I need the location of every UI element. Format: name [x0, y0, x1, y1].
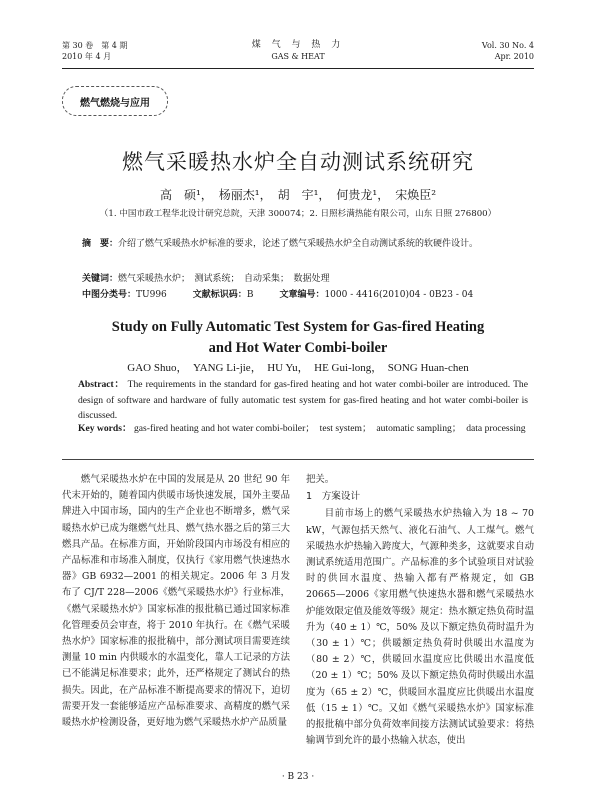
- journal-volume-info-en: [482, 40, 534, 62]
- keywords-cn: [82, 271, 330, 284]
- article-title-en: [0, 317, 596, 359]
- body-paragraph: 目前市场上的燃气采暖热水炉热输入为 18 ~ 70 kW，气源包括天然气、液化石油气、人工煤气。燃气采暖热水炉热输入跨度大，气源种类多，这就要求自动测试系统适用范围广。产品标准的多个试验项目对试验时的供回水温度、热输入都有严格规定，如 GB 20665—2006《家用燃气快速热水器和燃气采暖热水炉能效限定值及能效等级》规定：热水额定热负荷时温升为（40 ± 1）℃，50% 及以下额定热负荷时温升为（30 ± 1）℃；供暖额定热负荷时供暖出水温度为（80 ± 2）℃，供暖回水温度应比供暖出水温度低（20 ± 1）℃；50% 及以下额定热负荷时供暖出水温度为（65 ± 2）℃，供暖回水温度应比供暖出水温度低（15 ± 1）℃。又如《燃气采暖热水炉》国家标准的报批稿中部分负荷效率间接方法测试试验要求：将热输调节到允许的最小热输入状态，使出: [306, 508, 534, 747]
- body-paragraph: 燃气采暖热水炉在中国的发展是从 20 世纪 90 年代末开始的，随着国内供暖市场快速发展，国外主要品牌进入中国市场，国内的生产企业也不断增多，燃气采暖热水炉已成为继燃气灶具、燃气热水器之后的第三大燃具产品。在标准方面，开始阶段国内市场没有相应的产品标准和市场准入制度，仅执行《家用燃气快速热水器》GB 6932—2001 的相关规定。2006 年 3 月发布了 CJ/T 228—2006《燃气采暖热水炉》行业标准，《燃气采暖热水炉》国家标准的报批稿已通过国家标准化管理委员会审查，将于 2010 年执行。在《燃气采暖热水炉》国家标准的报批稿中，部分测试项目需要连续测量 10 min 内供暖水的水温变化，靠人工记录的方法已不能满足标准要求；此外，还严格规定了测试台的热损失。因此，在产品标准不断提高要求的情况下，迫切需要开发一套能够适应产品标准要求、高精度的燃气采暖热水炉检测设备，更好地为燃气采暖热水炉产品质量: [62, 474, 290, 729]
- volume-issue-en: Vol. 30 No. 4: [481, 41, 534, 50]
- title-en-line1: Study on Fully Automatic Test System for Gas-fired Heating: [111, 319, 485, 335]
- doc-code: 文献标识码：B: [192, 290, 254, 300]
- abstract-divider: [62, 459, 534, 460]
- title-en-line2: and Hot Water Combi-boiler: [208, 340, 388, 356]
- authors-en: GAO Shuo， YANG Li-jie， HU Yu， HE Gui-long， SONG Huan-chen: [127, 362, 469, 374]
- authors-cn: 高 硕¹， 杨丽杰¹， 胡 宇¹， 何贵龙¹， 宋焕臣²: [159, 188, 437, 202]
- abstract-cn-label: 摘 要：: [82, 239, 119, 249]
- abstract-en: [78, 377, 528, 424]
- section-heading: 1 方案设计: [306, 491, 361, 503]
- issue-date: 2010 年 4 月: [62, 52, 112, 61]
- clc-number: 中图分类号：TU996: [82, 290, 167, 300]
- body-column-left: [62, 472, 290, 731]
- abstract-cn: [82, 237, 526, 252]
- volume-issue: 第 30 卷 第 4 期: [62, 41, 128, 50]
- header-rule: [62, 68, 534, 69]
- affiliation-cn: （1. 中国市政工程华北设计研究总院，天津 300074；2. 日照杉满热能有限公司，山东 日照 276800）: [99, 209, 497, 219]
- keywords-cn-text: 燃气采暖热水炉； 测试系统； 自动采集； 数据处理: [118, 274, 330, 284]
- abstract-en-text: The requirements in the standard for gas-fired heating and hot water combi-boiler are introduced. The design of software and hardware of fully automatic test system for gas-fired heating and hot water combi-boiler is discussed.: [78, 379, 528, 421]
- journal-name-en: GAS & HEAT: [271, 52, 325, 61]
- abstract-cn-text: 介绍了燃气采暖热水炉标准的要求，论述了燃气采暖热水炉全自动测试系统的软硬件设计。: [118, 239, 479, 249]
- keywords-en-text: gas-fired heating and hot water combi-boiler； test system； automatic sampling； data processing: [133, 423, 526, 434]
- body-continuation: 把关。: [306, 474, 335, 485]
- issue-date-en: Apr. 2010: [494, 52, 534, 61]
- classification-line: [82, 287, 473, 300]
- keywords-en: [78, 421, 528, 437]
- abstract-en-label: Abstract：: [78, 379, 125, 390]
- article-number: 文章编号：1000 - 4416(2010)04 - 0B23 - 04: [279, 290, 474, 300]
- keywords-cn-label: 关键词：: [82, 274, 119, 284]
- article-title-cn: 燃气采暖热水炉全自动测试系统研究: [122, 150, 474, 174]
- journal-name-cn: 煤 气 与 热 力: [251, 40, 345, 50]
- keywords-en-label: Key words：: [78, 423, 132, 434]
- column-label: 燃气燃烧与应用: [62, 86, 168, 116]
- body-column-right: [306, 472, 534, 749]
- page-number: · B 23 ·: [281, 772, 315, 782]
